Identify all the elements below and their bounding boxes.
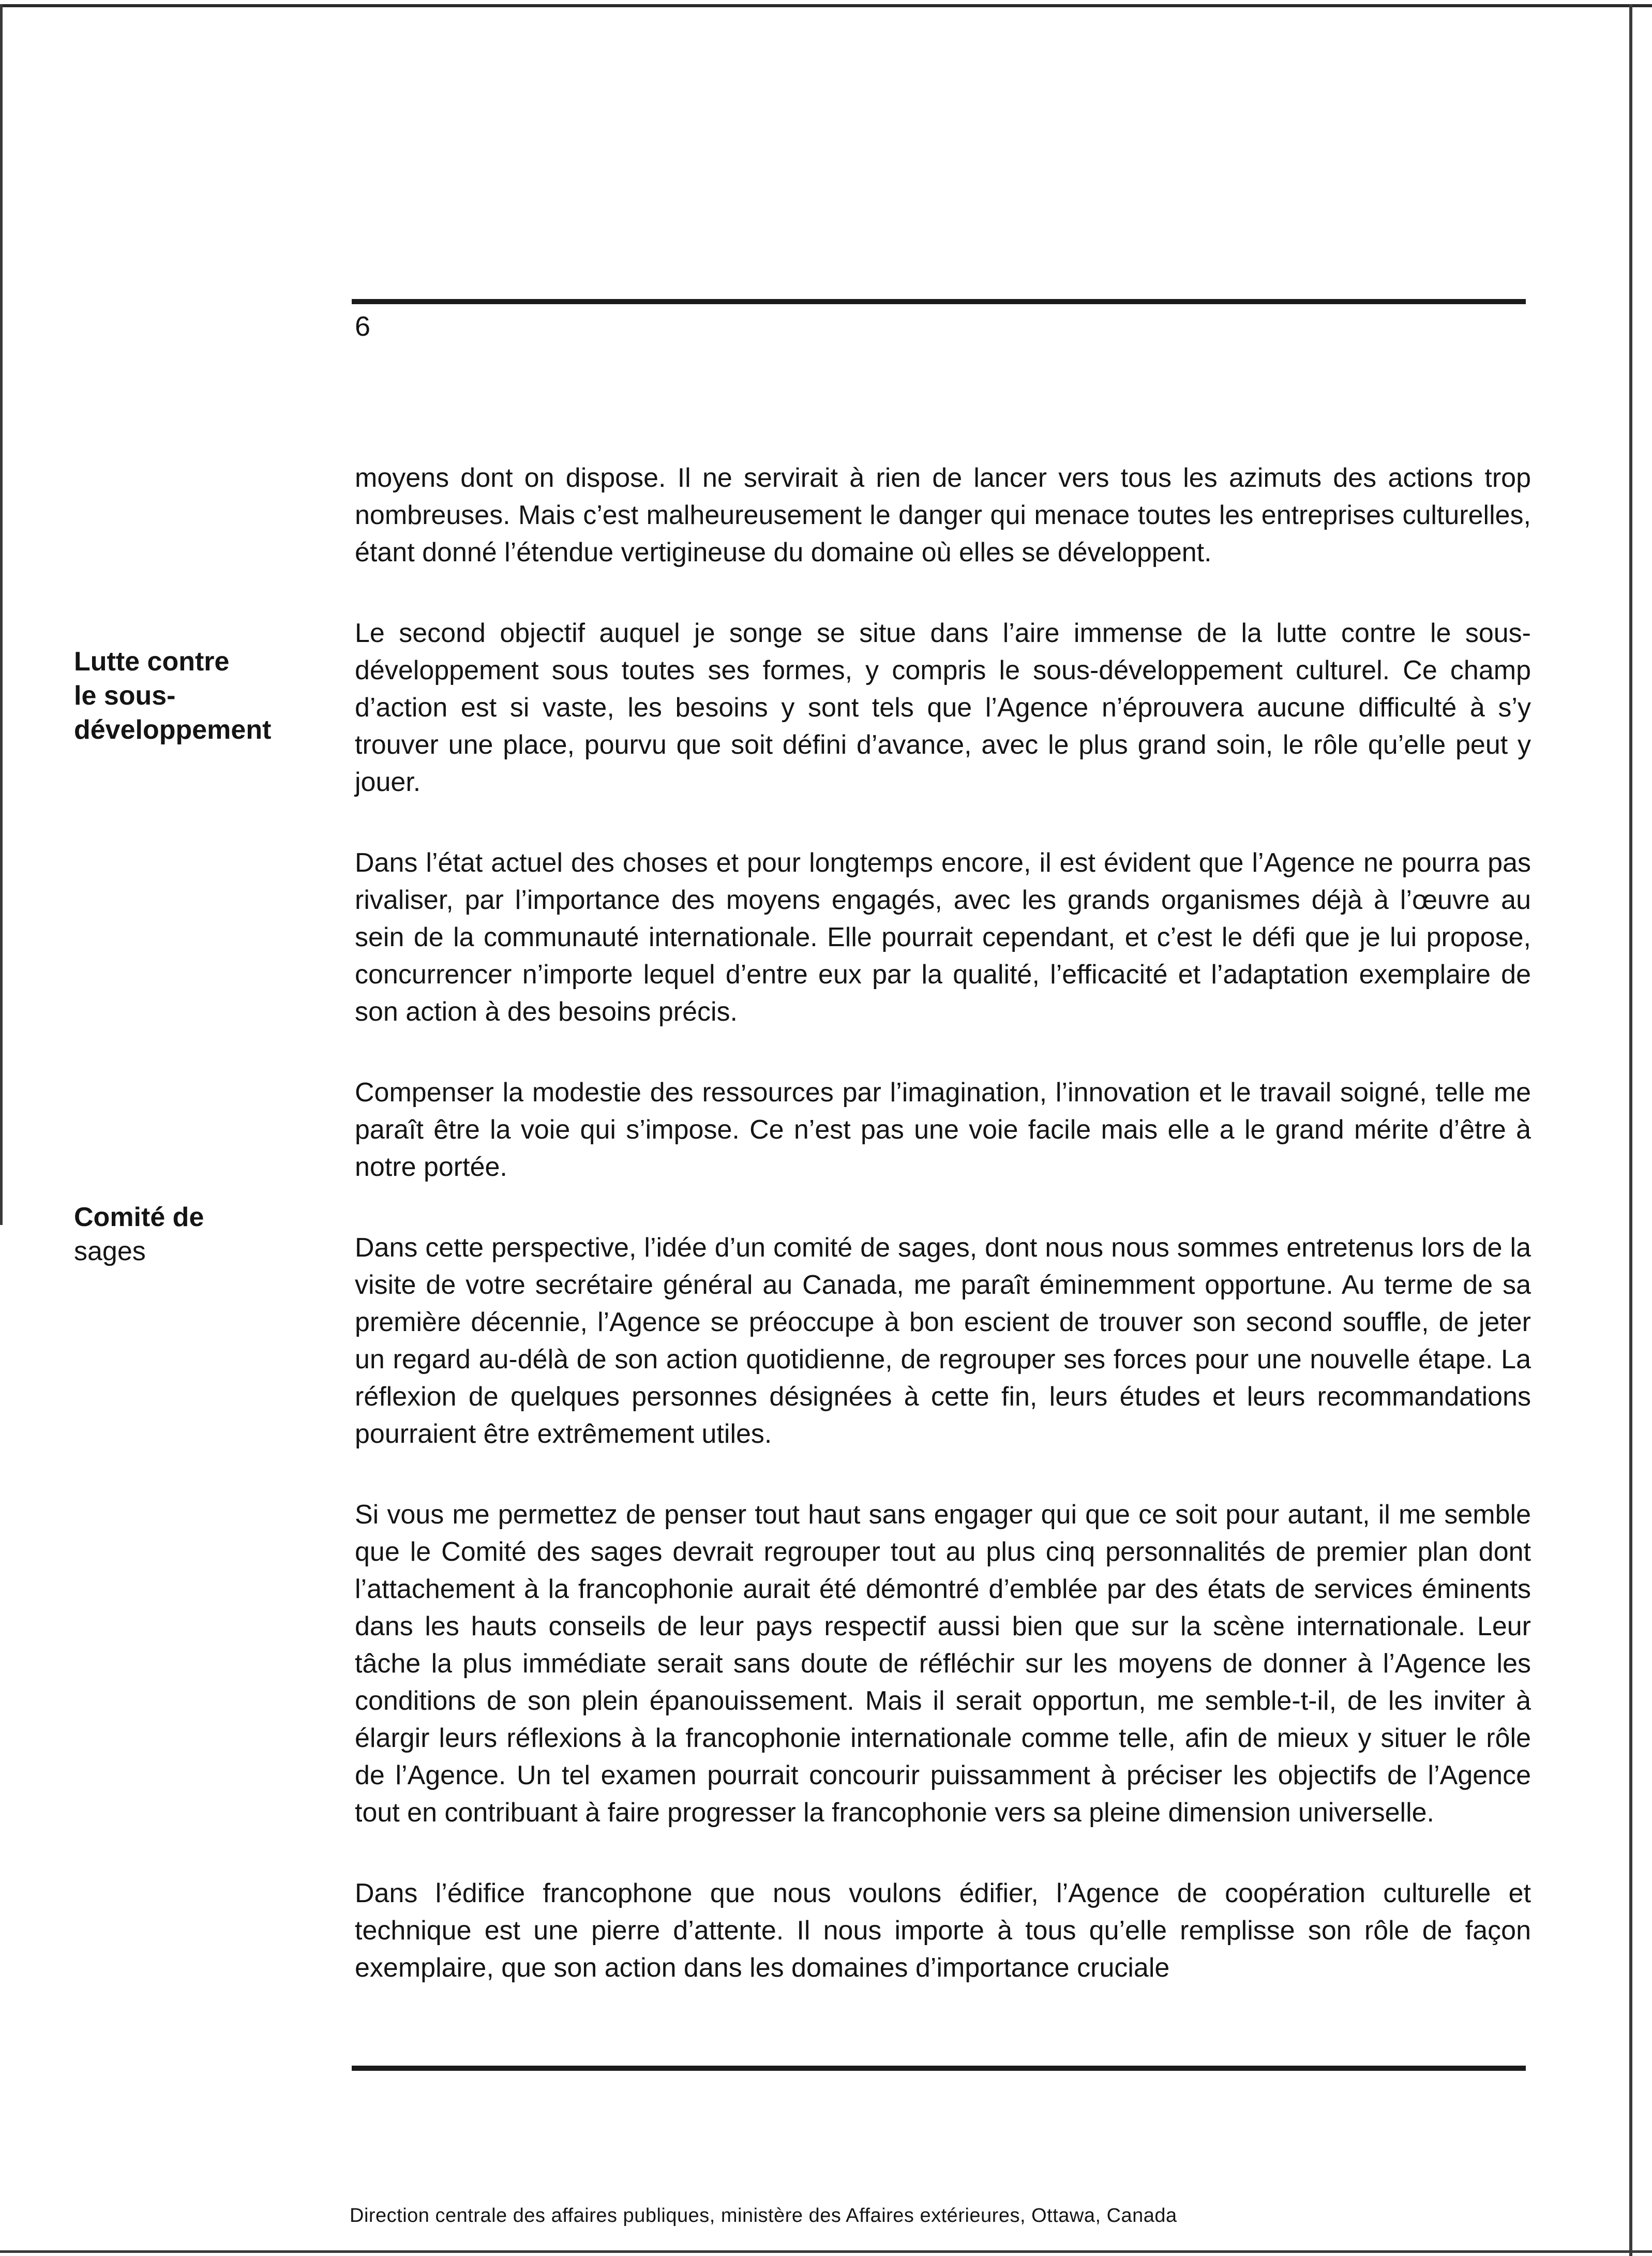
paragraph: Dans l’édifice francophone que nous voulons édifier, l’Agence de coopération culturelle et technique est une pierre d’attente. Il nous importe à tous qu’elle remplisse son rôle de façon exemplaire, que son action dans les domaines d’importance cruciale	[355, 1878, 1531, 1983]
scan-border-left	[0, 4, 3, 1225]
scan-border-right	[1629, 4, 1632, 2256]
paragraph: Dans cette perspective, l’idée d’un comité de sages, dont nous nous sommes entretenus lors de la visite de votre secrétaire général au Canada, me paraît éminemment opportune. Au terme de sa première décennie, l’Agence se préoccupe à bon escient de trouver son second souffle, de jeter un regard au-délà de son action quotidienne, de regrouper ses forces pour une nouvelle étape. La réflexion de quelques personnes désignées à cette fin, leurs études et leurs recommandations pourraient être extrêmement utiles.	[355, 1233, 1531, 1449]
margin-note-line: le sous-	[74, 681, 176, 711]
footer-rule	[352, 2066, 1526, 2071]
margin-note-line: développement	[74, 715, 272, 745]
paragraph: moyens dont on dispose. Il ne servirait à rien de lancer vers tous les azimuts des actions trop nombreuses. Mais c’est malheureusement le danger qui menace toutes les entreprises culturelles, étant donné l’étendue vertigineuse du domaine où elles se développent.	[355, 463, 1531, 567]
body-text	[355, 459, 1531, 2030]
header-rule	[352, 299, 1526, 304]
footer-publisher: Direction centrale des affaires publiques, ministère des Affaires extérieures, Ottawa, Canada	[350, 2205, 1177, 2227]
scan-border-top	[0, 4, 1652, 7]
paragraph: Si vous me permettez de penser tout haut sans engager qui que ce soit pour autant, il me semble que le Comité des sages devrait regrouper tout au plus cinq personnalités de premier plan dont l’attachement à la francophonie aurait été démontré d’emblée par des états de services éminents dans les hauts conseils de leur pays respectif aussi bien que sur la scène internationale. Leur tâche la plus immédiate serait sans doute de réfléchir sur les moyens de donner à l’Agence les conditions de son plein épanouissement. Mais il serait opportun, me semble-t-il, de les inviter à élargir leurs réflexions à la francophonie internationale comme telle, afin de mieux y situer le rôle de l’Agence. Un tel examen pourrait concourir puissamment à préciser les objectifs de l’Agence tout en contribuant à faire progresser la francophonie vers sa pleine dimension universelle.	[355, 1500, 1531, 1828]
paragraph: Dans l’état actuel des choses et pour longtemps encore, il est évident que l’Agence ne pourra pas rivaliser, par l’importance des moyens engagés, avec les grands organismes déjà à l’œuvre au sein de la communauté internationale. Elle pourrait cependant, et c’est le défi que je lui propose, concurrencer n’importe lequel d’entre eux par la qualité, l’efficacité et l’adaptation exemplaire de son action à des besoins précis.	[355, 848, 1531, 1027]
margin-note-line: sages	[74, 1236, 146, 1266]
scan-border-bottom	[0, 2250, 1652, 2253]
paragraph: Le second objectif auquel je songe se situe dans l’aire immense de la lutte contre le sous-développement sous toutes ses formes, y compris le sous-développement culturel. Ce champ d’action est si vaste, les besoins y sont tels que l’Agence n’éprouvera aucune difficulté à s’y trouver une place, pourvu que soit défini d’avance, avec le plus grand soin, le rôle qu’elle peut y jouer.	[355, 618, 1531, 797]
paragraph: Compenser la modestie des ressources par l’imagination, l’innovation et le travail soigné, telle me paraît être la voie qui s’impose. Ce n’est pas une voie facile mais elle a le grand mérite d’être à notre portée.	[355, 1078, 1531, 1182]
page-number: 6	[355, 311, 371, 342]
margin-note-sous-developpement	[74, 645, 322, 747]
margin-note-line: Comité de	[74, 1202, 204, 1232]
margin-note-comite-de-sages	[74, 1200, 322, 1268]
margin-note-line: Lutte contre	[74, 647, 230, 677]
